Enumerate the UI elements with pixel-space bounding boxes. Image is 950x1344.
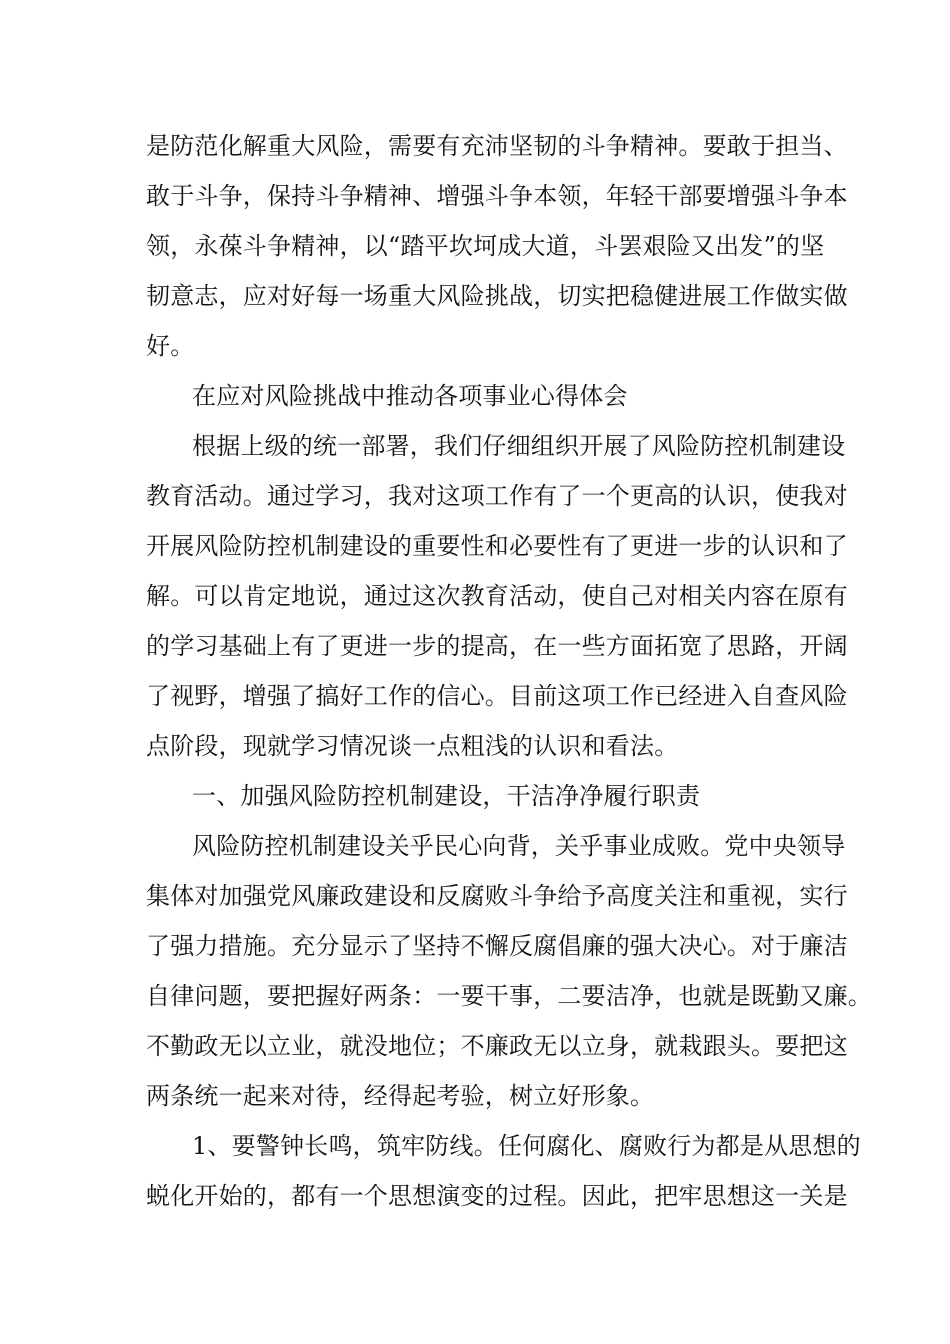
paragraph-line: 了强力措施。充分显示了坚持不懈反腐倡廉的强大决心。对于廉洁 [146, 932, 848, 960]
paragraph-line: 自律问题，要把握好两条：一要干事，二要洁净，也就是既勤又廉。 [146, 982, 872, 1010]
paragraph-line: 蜕化开始的，都有一个思想演变的过程。因此，把牢思想这一关是 [146, 1182, 848, 1210]
paragraph-line: 点阶段，现就学习情况谈一点粗浅的认识和看法。 [146, 732, 679, 760]
paragraph-line: 开展风险防控机制建设的重要性和必要性有了更进一步的认识和了 [146, 532, 848, 560]
paragraph-line: 韧意志，应对好每一场重大风险挑战，切实把稳健进展工作做实做 [146, 282, 848, 310]
paragraph-line: 不勤政无以立业，就没地位；不廉政无以立身，就栽跟头。要把这 [146, 1032, 848, 1060]
paragraph-line: 教育活动。通过学习，我对这项工作有了一个更高的认识，使我对 [146, 482, 848, 510]
paragraph-line: 根据上级的统一部署，我们仔细组织开展了风险防控机制建设 [192, 432, 846, 460]
paragraph-line: 了视野，增强了搞好工作的信心。目前这项工作已经进入自查风险 [146, 682, 848, 710]
paragraph-line: 两条统一起来对待，经得起考验，树立好形象。 [146, 1082, 655, 1110]
paragraph-line: 的学习基础上有了更进一步的提高，在一些方面拓宽了思路，开阔 [146, 632, 848, 660]
paragraph-line: 1、要警钟长鸣，筑牢防线。任何腐化、腐败行为都是从思想的 [192, 1132, 861, 1160]
paragraph-line: 解。可以肯定地说，通过这次教育活动，使自己对相关内容在原有 [146, 582, 848, 610]
paragraph-line: 风险防控机制建设关乎民心向背，关乎事业成败。党中央领导 [192, 832, 846, 860]
paragraph-line: 领，永葆斗争精神，以“踏平坎坷成大道，斗罢艰险又出发”的坚 [146, 232, 825, 260]
paragraph-line: 是防范化解重大风险，需要有充沛坚韧的斗争精神。要敢于担当、 [146, 132, 848, 160]
paragraph-line: 好。 [146, 332, 195, 360]
section-heading: 一、加强风险防控机制建设，干洁净净履行职责 [192, 782, 701, 810]
section-title: 在应对风险挑战中推动各项事业心得体会 [192, 382, 628, 410]
paragraph-line: 敢于斗争，保持斗争精神、增强斗争本领，年轻干部要增强斗争本 [146, 182, 848, 210]
paragraph-line: 集体对加强党风廉政建设和反腐败斗争给予高度关注和重视，实行 [146, 882, 848, 910]
